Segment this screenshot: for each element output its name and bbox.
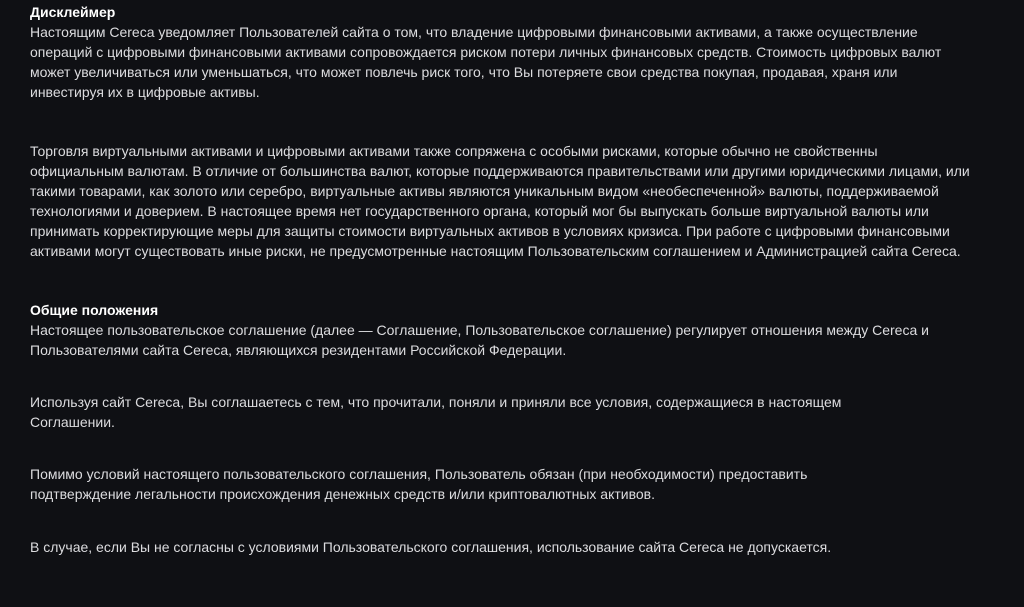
spacer <box>30 261 994 300</box>
disclaimer-heading: Дисклеймер <box>30 4 116 20</box>
general-paragraph-4: В случае, если Вы не согласны с условиями Пользовательского соглашения, использование сайта Cereca не допускается. <box>30 539 832 555</box>
general-heading: Общие положения <box>30 302 159 318</box>
general-paragraph-1: Настоящее пользовательское соглашение (далее — Соглашение, Пользовательское соглашение) регулирует отношения между Cereca и Пользователями сайта Cereca, являющихся резидентами Российской Федерации. <box>30 322 929 358</box>
spacer <box>30 102 994 141</box>
disclaimer-paragraph-2: Торговля виртуальными активами и цифровыми активами также сопряжена с особыми рисками, которые обычно не свойственны официальным валютам. В отличие от большинства валют, которые поддерживаются правительствами или другими юридическими лицами, или такими товарами, как золото или серебро, виртуальные активы являются уникальным видом «необеспеченной» валюты, поддерживаемой технологиями и доверием. В настоящее время нет государственного органа, который мог бы выпускать больше виртуальной валюты или принимать корректирующие меры для защиты стоимости виртуальных активов в условиях кризиса. При работе с цифровыми финансовыми активами могут существовать иные риски, не предусмотренные настоящим Пользовательским соглашением и Администрацией сайта Cereca. <box>30 143 970 259</box>
spacer <box>30 360 994 392</box>
general-paragraph-2: Используя сайт Cereca, Вы соглашаетесь с тем, что прочитали, поняли и приняли все условия, содержащиеся в настоящем Соглашении. <box>30 394 842 430</box>
disclaimer-paragraph-1: Настоящим Cereca уведомляет Пользователей сайта о том, что владение цифровыми финансовыми активами, а также осуществление операций с цифровыми финансовыми активами сопровождается риском потери личных финансовых средств. Стоимость цифровых валют может увеличиваться или уменьшаться, что может повлечь риск того, что Вы потеряете свои средства покупая, продавая, храня или инвестируя их в цифровые активы. <box>30 24 942 100</box>
spacer <box>30 432 994 464</box>
spacer <box>30 504 994 537</box>
general-paragraph-3: Помимо условий настоящего пользовательского соглашения, Пользователь обязан (при необходимости) предоставить подтверждение легальности происхождения денежных средств и/или криптовалютных активов. <box>30 466 808 502</box>
